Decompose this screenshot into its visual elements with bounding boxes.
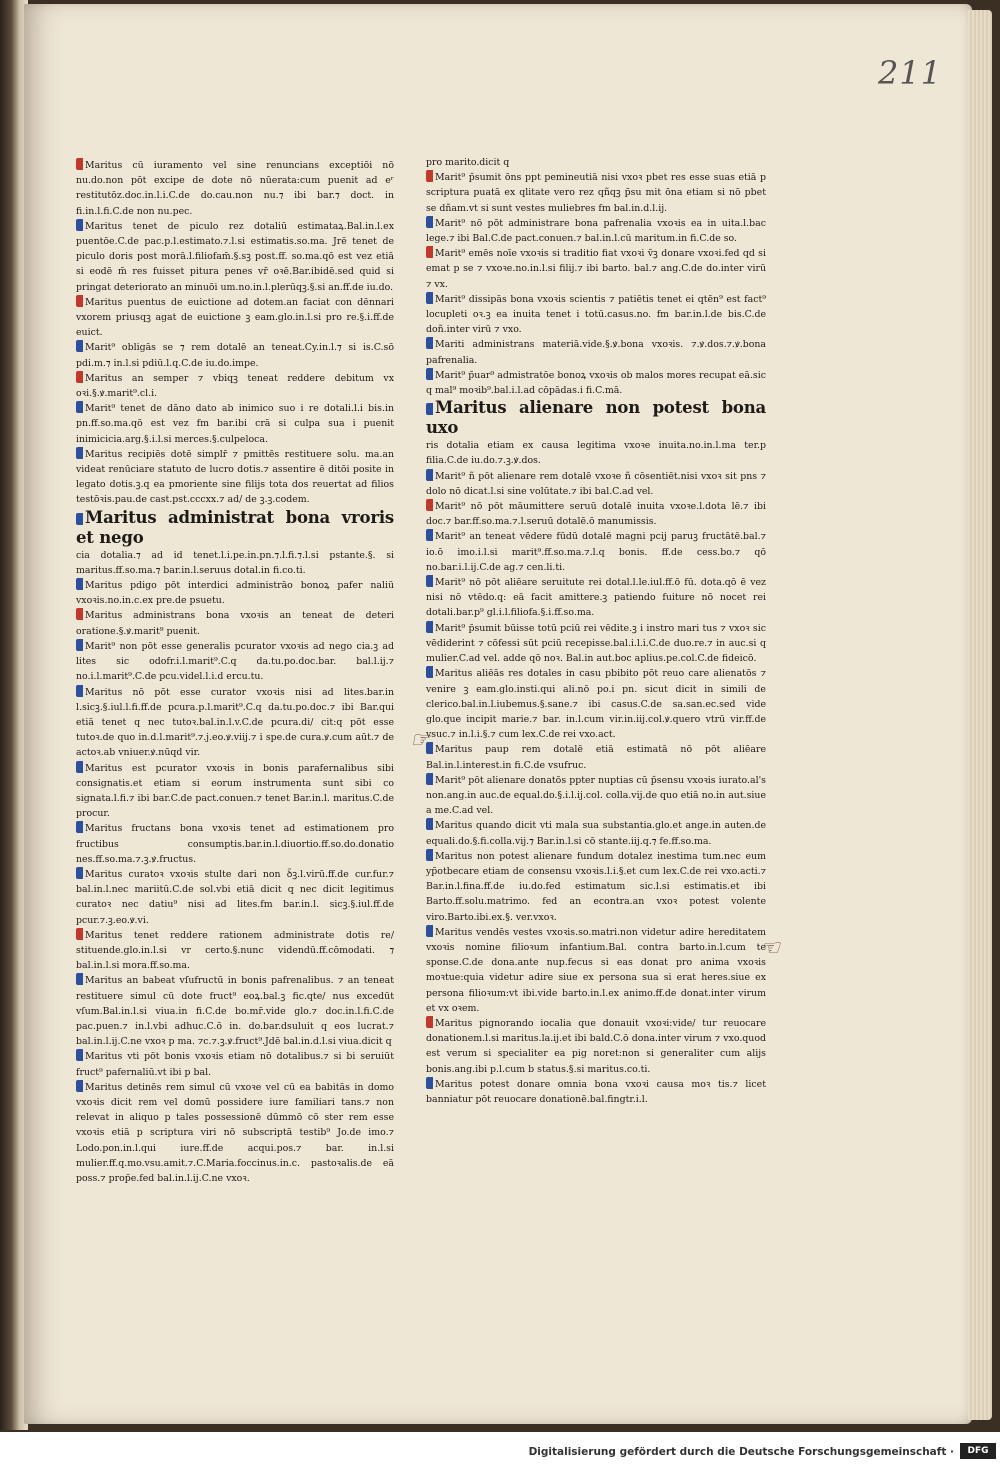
marginal-hand-icon: ☞ bbox=[410, 728, 430, 753]
left-column-entry bbox=[76, 340, 394, 370]
right-column-entry bbox=[426, 246, 766, 292]
entry-text: Marit⁹ nō pōt administrare bona pafrenalia vxoꝛis ea in uita.l.bac lege.⁊ ibi Bal.C.de pact.conuen.⁊ bal.in.l.cū maritum.in fi.C.de so. bbox=[426, 217, 766, 245]
right-column-entry bbox=[426, 368, 766, 398]
left-column-entry bbox=[76, 447, 394, 508]
page-stack-edge bbox=[968, 10, 992, 1420]
rubric-mark-icon bbox=[76, 1049, 83, 1061]
dfg-logo: DFG bbox=[960, 1443, 996, 1459]
entry-text: Marit⁹ obligās se ⁊ rem dotalē an teneat.Cy.in.l.⁊ si is.C.sō pdi.m.⁊ in.l.si pdiū.l.q.C.de iu.do.impe. bbox=[76, 342, 394, 369]
right-column-entry bbox=[426, 499, 766, 529]
rubric-mark-icon bbox=[76, 867, 83, 879]
rubric-mark-icon bbox=[76, 295, 83, 307]
left-column-entry bbox=[76, 761, 394, 822]
left-column-entry bbox=[76, 295, 394, 341]
rubric-mark-icon bbox=[426, 529, 433, 541]
footer-bar bbox=[0, 1432, 1000, 1472]
right-text-column bbox=[426, 155, 766, 1107]
left-column-entry bbox=[76, 371, 394, 401]
entry-text: Mariti administrans materiā.vide.§.ꝟ.bona vxoꝛis. ⁊.ꝟ.dos.⁊.ꝟ.bona pafrenalia. bbox=[426, 339, 766, 366]
entry-text: Maritus pdigo pōt interdici administrāo bonoꝝ pafer naliū vxoꝛis.no.in.c.ex pre.de psuetu. bbox=[76, 580, 394, 607]
entry-text: Marit⁹ nō pōt māumittere seruū dotalē inuita vxoꝛe.l.dota lē.⁊ ibi doc.⁊ bar.ff.so.ma.⁊.l.seruū dotalē.ō manumissis. bbox=[426, 501, 766, 528]
rubric-mark-icon bbox=[426, 621, 433, 633]
rubric-mark-icon bbox=[76, 371, 83, 383]
left-column-entry bbox=[76, 867, 394, 928]
page-number: 211 bbox=[878, 54, 943, 92]
entry-text: Marit⁹ emēs noīe vxoꝛis si traditio fiat vxoꝛi v̄ꝫ donare vxoꝛi.fed qd si emat p se ⁊ vxoꝛe.no.in.l.si filij.⁊ ibi barto. bal.⁊ ang.C.de do.inter virū ⁊ vx. bbox=[426, 248, 766, 290]
entry-text: Maritus curatoꝛ vxoꝛis stulte dari non ꝺ̄ꝫ.l.virū.ff.de cur.fur.⁊ bal.in.l.nec mariitū.C.de sol.vbi etiā dicit q nec dicit legitimus curatoꝛ nec datiu⁹ nisi ad lites.fm bar.in.l. sicꝫ.§.iul.ff.de pcur.⁊.ꝫ.eo.ꝟ.vi. bbox=[76, 868, 394, 926]
rubric-mark-icon bbox=[76, 608, 83, 620]
rubric-mark-icon bbox=[426, 216, 433, 228]
entry-text: Marit⁹ p̄uar⁹ admistratōe bonoꝝ vxoꝛis ob malos mores recupat eā.sic q mal⁹ moꝛib⁹.bal.i.l.ad cōpādas.i fi.C.mā. bbox=[426, 369, 766, 397]
entry-text: Maritus an semper ⁊ vbiqꝫ teneat reddere debitum vx oꝛi.§.ꝟ.marit⁹.cl.i. bbox=[76, 372, 394, 400]
left-column-entry bbox=[76, 578, 394, 608]
entry-text: pro marito.dicit q bbox=[426, 157, 510, 168]
right-column-entry bbox=[426, 849, 766, 925]
entry-text: Maritus detinēs rem simul cū vxoꝛe vel cū ea babitās in domo vxoꝛis dicit rem vel domū possidere iure familiari tans.⁊ non relevat in aliquo p tales possessionē dūmmō cō ster rem esse vxoꝛis etiā p scriptura viri nō subscriptā testib⁹ Jo.de imo.⁊ Lodo.pon.in.l.qui iure.ff.de acqui.pos.⁊ bar. in.l.si mulier.ff.q.mo.vsu.amit.⁊.C.Maria.foccinus.in.c. pastoꝛalis.de eā poss.⁊ prop̄e.fed bal.in.l.ij.C.ne vxoꝛ. bbox=[76, 1081, 394, 1184]
left-column-entry bbox=[76, 219, 394, 295]
left-column-entry bbox=[76, 973, 394, 1049]
left-text-column bbox=[76, 158, 394, 1186]
entry-text: Marit⁹ ñ pōt alienare rem dotalē vxoꝛe ñ cōsentiēt.nisi vxoꝛ sit pns ⁊ dolo nō dicat.l.si sine volūtate.⁊ ibi bal.C.ad vel. bbox=[426, 470, 766, 497]
rubric-mark-icon bbox=[76, 639, 83, 651]
right-column-entry bbox=[426, 925, 766, 1016]
entry-text: Maritus alienare non potest bona uxo bbox=[426, 398, 766, 438]
rubric-mark-icon bbox=[426, 666, 433, 678]
entry-text: Marit⁹ tenet de dāno dato ab inimico suo i re dotali.l.i bis.in pn.ff.so.ma.qō est vez fm bar.ibi crā si culpa sua i puenit inimicicia.arg.§.i.l.si merces.§.culpeloca. bbox=[76, 403, 394, 445]
right-column-entry bbox=[426, 438, 766, 468]
rubric-mark-icon bbox=[76, 821, 83, 833]
rubric-mark-icon bbox=[76, 401, 83, 413]
right-column-entry bbox=[426, 773, 766, 819]
rubric-mark-icon bbox=[426, 337, 433, 349]
entry-text: Maritus vendēs vestes vxoꝛis.so.matri.non videtur adire hereditatem vxoꝛis nomine filioꝛum infantium.Bal. contra barto.in.l.cum te sponse.C.de dona.ante nup.fecus si eas donat pro anima vxoꝛis moꝛtue:quia videtur adire siue ex persona sua si erat heres.siue ex persona filioꝛum:vt ibi.vide barto.in.l.ex animo.ff.de donat.inter virum et vx oꝛem. bbox=[426, 926, 766, 1014]
rubric-mark-icon bbox=[426, 403, 433, 415]
entry-text: Marit⁹ p̄sumit būisse totū pciū rei vēdite.ꝫ i instro mari tus ⁊ vxoꝛ sic vēdiderint ⁊ cōfessi sūt pciū recepisse.bal.i.l.i.C.de duo.re.⁊ in auc.si q mulier.C.ad vel. adde qō noꝛ. Bal.in aut.boc aplius.pe.col.C.de fideicō. bbox=[426, 622, 766, 665]
entry-text: Marit⁹ nō pōt aliēare seruitute rei dotal.l.le.iul.ff.ō fū. dota.qō ē vez nisi nō vtēdo.q: eā facit amittere.ꝫ patiendo fuiture nō nocet rei dotali.bar.p⁹ gl.i.l.filiofa.§.i.ff.so.ma. bbox=[426, 577, 766, 619]
entry-text: Maritus an babeat vſufructū in bonis pafrenalibus. ⁊ an teneat restituere simul cū dote fruct⁹ eoꝝ.bal.ꝫ fic.qte/ nus excedūt vſum.Bal.in.l.si viua.in fi.C.de bo.mr̄.vide glo.⁊ doc.in.l.fi.C.de pac.puen.⁊ in.l.vbi adhuc.C.ō in. do.bar.dsuluit q eos lucrat.⁊ bal.in.l.ij.C.ne vxoꝛ p ma. ⁊c.⁊.ꝫ.ꝟ.fruct⁹.Jdē bal.in.d.l.si viua.dicit q bbox=[76, 975, 394, 1048]
rubric-mark-icon bbox=[76, 578, 83, 590]
left-column-entry bbox=[76, 401, 394, 447]
right-column-entry bbox=[426, 216, 766, 246]
entry-text: Maritus administrat bona vroris et nego bbox=[76, 507, 394, 547]
right-column-entry bbox=[426, 818, 766, 848]
rubric-mark-icon bbox=[426, 1077, 433, 1089]
entry-text: ris dotalia etiam ex causa legitima vxoꝛe inuita.no.in.l.ma ter.p filia.C.de iu.do.⁊.ꝫ.ꝟ.dos. bbox=[426, 440, 766, 467]
entry-text: Maritus tenet reddere rationem administrate dotis re/ stituende.glo.in.l.si vr certo.§.nunc videndū.ff.cōmodati. ⁊ bal.in.l.si mora.ff.so.ma. bbox=[76, 929, 394, 972]
entry-text: Maritus fructans bona vxoꝛis tenet ad estimationem pro fructibus consumptis.bar.in.l.diuortio.ff.so.do.donatio nes.ff.so.ma.⁊.ꝫ.ꝟ.fructus. bbox=[76, 823, 394, 865]
right-column-entry bbox=[426, 1077, 766, 1107]
right-column-entry bbox=[426, 1016, 766, 1077]
rubric-mark-icon bbox=[426, 1016, 433, 1028]
rubric-mark-icon bbox=[426, 469, 433, 481]
entry-text: Maritus vti pōt bonis vxoꝛis etiam nō dotalibus.⁊ si bi seruiūt fruct⁹ pafernaliū.vt ibi p bal. bbox=[76, 1051, 394, 1078]
left-column-entry bbox=[76, 821, 394, 867]
right-column-entry bbox=[426, 742, 766, 772]
right-column-entry bbox=[426, 529, 766, 575]
rubric-mark-icon bbox=[426, 575, 433, 587]
right-column-entry bbox=[426, 292, 766, 338]
right-column-entry bbox=[426, 621, 766, 667]
marginal-hand-icon-right: ☜ bbox=[760, 936, 780, 961]
rubric-mark-icon bbox=[76, 219, 83, 231]
left-column-entry bbox=[76, 608, 394, 638]
rubric-mark-icon bbox=[76, 973, 83, 985]
entry-text: Marit⁹ an teneat vēdere fūdū dotalē magni pcij paruꝫ fructātē.bal.⁊ io.ō imo.i.l.si marit⁹.ff.so.ma.⁊.l.q bonis. ff.de cess.bo.⁊ qō no.bar.i.l.ij.C.de ag.⁊ cen.li.ti. bbox=[426, 531, 766, 573]
left-column-entry bbox=[76, 548, 394, 578]
left-column-entry bbox=[76, 508, 394, 548]
rubric-mark-icon bbox=[426, 773, 433, 785]
rubric-mark-icon bbox=[426, 925, 433, 937]
entry-text: Maritus cū iuramento vel sine renuncians exceptiōi nō nu.do.non pōt excipe de dote nō nūerata:cum puenit ad eʳ restitutōz.doc.in.l.i.C.de do.cau.non nu.⁊ ibi bar.⁊ doct. in fi.in.l.fi.C.de non nu.pec. bbox=[76, 160, 394, 217]
entry-text: Marit⁹ non pōt esse generalis pcurator vxoꝛis ad nego cia.ꝫ ad lites sic odofr.i.l.marit⁹.C.q da.tu.po.doc.bar. bal.l.ij.⁊ no.i.l.marit⁹.C.de pcu.videl.l.i.d ercu.tu. bbox=[76, 640, 394, 683]
rubric-mark-icon bbox=[426, 170, 433, 182]
rubric-mark-icon bbox=[426, 849, 433, 861]
rubric-mark-icon bbox=[76, 447, 83, 459]
rubric-mark-icon bbox=[426, 292, 433, 304]
rubric-mark-icon bbox=[426, 818, 433, 830]
right-column-entry bbox=[426, 155, 766, 170]
entry-text: Maritus nō pōt esse curator vxoꝛis nisi ad lites.bar.in l.sicꝫ.§.iul.l.fi.ff.de pcura.p.l.marit⁹.C.q da.tu.po.doc.⁊ ibi Bar.qui etiā tenet q nec tutoꝛ.bal.in.l.v.C.de pcura.di/ cit:q pōt esse tutoꝛ.de quo in.d.l.marit⁹.⁊.j.eo.ꝟ.viij.⁊ i spe.de cura.ꝟ.cum aūt.⁊ de actoꝛ.ab vniuer.ꝟ.nūqd vir. bbox=[76, 686, 394, 759]
rubric-mark-icon bbox=[426, 499, 433, 511]
left-column-entry bbox=[76, 639, 394, 685]
entry-text: cia dotalia.⁊ ad id tenet.l.i.pe.in.pn.⁊.l.fi.⁊.l.si pstante.§. si maritus.ff.so.ma.⁊ bar.in.l.seruus dotal.in fi.co.ti. bbox=[76, 549, 394, 576]
entry-text: Maritus non potest alienare fundum dotalez inestima tum.nec eum yp̄otbecare etiam de consensu vxoꝛis.l.i.§.et cum lex.C.de rei vxo.acti.⁊ Bar.in.l.fina.ff.de iu.do.fed estimatum sic.l.si estimatis.et ibi Barto.ff.solu.matrimo. fed an econtra.an vxoꝛ potest volente viro.Barto.ibi.ex.§. ver.vxoꝛ. bbox=[426, 850, 766, 923]
rubric-mark-icon bbox=[426, 368, 433, 380]
rubric-mark-icon bbox=[76, 685, 83, 697]
entry-text: Maritus paup rem dotalē etiā estimatā nō pōt aliēare Bal.in.l.interest.in fi.C.de vsufruc. bbox=[426, 744, 766, 771]
right-column-entry bbox=[426, 337, 766, 367]
entry-text: Maritus recipiēs dotē simplr̄ ⁊ pmittēs restituere solu. ma.an videat renūciare statuto de lucro dotis.⁊ assentire ē ditōi posite in legato dotis.ꝫ.q ea pmoriente sine filijs tota dos reuertat ad filios testōꝛis.pau.de cast.pst.cccxx.⁊ ad/ de ꝫ.ꝫ.codem. bbox=[76, 448, 394, 506]
left-column-entry bbox=[76, 1080, 394, 1186]
rubric-mark-icon bbox=[426, 246, 433, 258]
right-column-entry bbox=[426, 575, 766, 621]
rubric-mark-icon bbox=[76, 928, 83, 940]
entry-text: Marit⁹ dissipās bona vxoꝛis scientis ⁊ patiētis tenet ei qtēn⁹ est fact⁹ locupleti oꝛ.ꝫ ea inuita tenet i totū.casus.no. fm bar.in.l.de bis.C.de doñ.inter virū ⁊ vxo. bbox=[426, 293, 766, 336]
left-column-entry bbox=[76, 928, 394, 974]
rubric-mark-icon bbox=[76, 1080, 83, 1092]
left-column-entry bbox=[76, 685, 394, 761]
rubric-mark-icon bbox=[76, 513, 83, 525]
right-column-entry bbox=[426, 170, 766, 216]
entry-text: Maritus puentus de euictione ad dotem.an faciat con dēnnari vxorem priusqꝫ agat de euictione ꝫ eam.glo.in.l.si pro re.§.i.ff.de euict. bbox=[76, 296, 394, 339]
entry-text: Maritus aliēās res dotales in casu pbibito pōt reuo care alienatōs ⁊ venire ꝫ eam.glo.insti.qui ali.nō po.i pn. sicut dicit in simili de clerico.bal.in.l.iubemus.§.sane.⁊ ibi casus.C.de sa.san.ec.sed vide glo.que incipit marie.⁊ bar. in.l.cum vir.in.iij.col.ꝟ.quero vtrū vir.ff.de vsuc.⁊ in.l.i.§.⁊ cum lex.C.de rei vxo.act. bbox=[426, 668, 766, 741]
left-column-entry bbox=[76, 158, 394, 219]
entry-text: Marit⁹ p̄sumit ōns ppt pemineutiā nisi vxoꝛ pbet res esse suas etiā p scriptura puatā ex qlitate vero rez qñqꝫ p̄su mit ōna etiam si nō pbet se dñam.vt si sunt vestes muliebres fm bal.in.d.l.ij. bbox=[426, 172, 766, 214]
right-column-entry bbox=[426, 398, 766, 438]
entry-text: Marit⁹ pōt alienare donatōs ppter nuptias cū p̄sensu vxoꝛis iurato.al's non.ang.in auc.de equal.do.§.i.l.ij.col. colla.vij.de quo etiā no.in aut.siue a me.C.ad vel. bbox=[426, 774, 766, 817]
entry-text: Maritus potest donare omnia bona vxoꝛi causa moꝛ tis.⁊ licet banniatur pōt reuocare donationē.bal.fingtr.i.l. bbox=[426, 1078, 766, 1105]
left-column-entry bbox=[76, 1049, 394, 1079]
entry-text: Maritus administrans bona vxoꝛis an teneat de deteri oratione.§.ꝟ.marit⁹ puenit. bbox=[76, 610, 394, 637]
rubric-mark-icon bbox=[76, 340, 83, 352]
right-column-entry bbox=[426, 666, 766, 742]
entry-text: Maritus est pcurator vxoꝛis in bonis parafernalibus sibi consignatis.et etiam si eorum instrumenta sunt sibi co signata.l.fi.⁊ ibi bar.C.de pact.conuen.⁊ tenet Bar.in.l. maritus.C.de procur. bbox=[76, 762, 394, 820]
entry-text: Maritus pignorando iocalia que donauit vxoꝛi:vide/ tur reuocare donationem.l.si maritus.la.ij.et ibi bald.C.ō dona.inter virum ⁊ vxo.quod est verum si specialiter ea pig noret:non si generaliter cum alijs bonis.ang.ibi p.l.cum b status.§.si maritus.co.ti. bbox=[426, 1017, 766, 1075]
right-column-entry bbox=[426, 469, 766, 499]
footer-credit: Digitalisierung gefördert durch die Deutsche Forschungsgemeinschaft · bbox=[528, 1446, 954, 1458]
rubric-mark-icon bbox=[76, 158, 83, 170]
rubric-mark-icon bbox=[76, 761, 83, 773]
entry-text: Maritus quando dicit vti mala sua substantia.glo.et ange.in auten.de equali.do.§.fi.colla.vij.⁊ Bar.in.l.si cō stante.iij.q.⁊ fe.ff.so.ma. bbox=[426, 820, 766, 847]
entry-text: Maritus tenet de piculo rez dotaliū estimataꝝ.Bal.in.l.ex puentōe.C.de pac.p.l.estimato.⁊.l.si estimatis.so.ma. Jrē tenet de piculo doris post morā.l.filiofam̄.§.sꝫ post.ff. so.ma.qō est vez etiā si eodē m̄ res fuisset pitura penes vr̄ oꝛē.Bar.ibidē.sed quid si pringat deteriorato an minuōi um.no.in.l.plerūqꝫ.§.si an.ff.de iu.do. bbox=[76, 220, 394, 293]
